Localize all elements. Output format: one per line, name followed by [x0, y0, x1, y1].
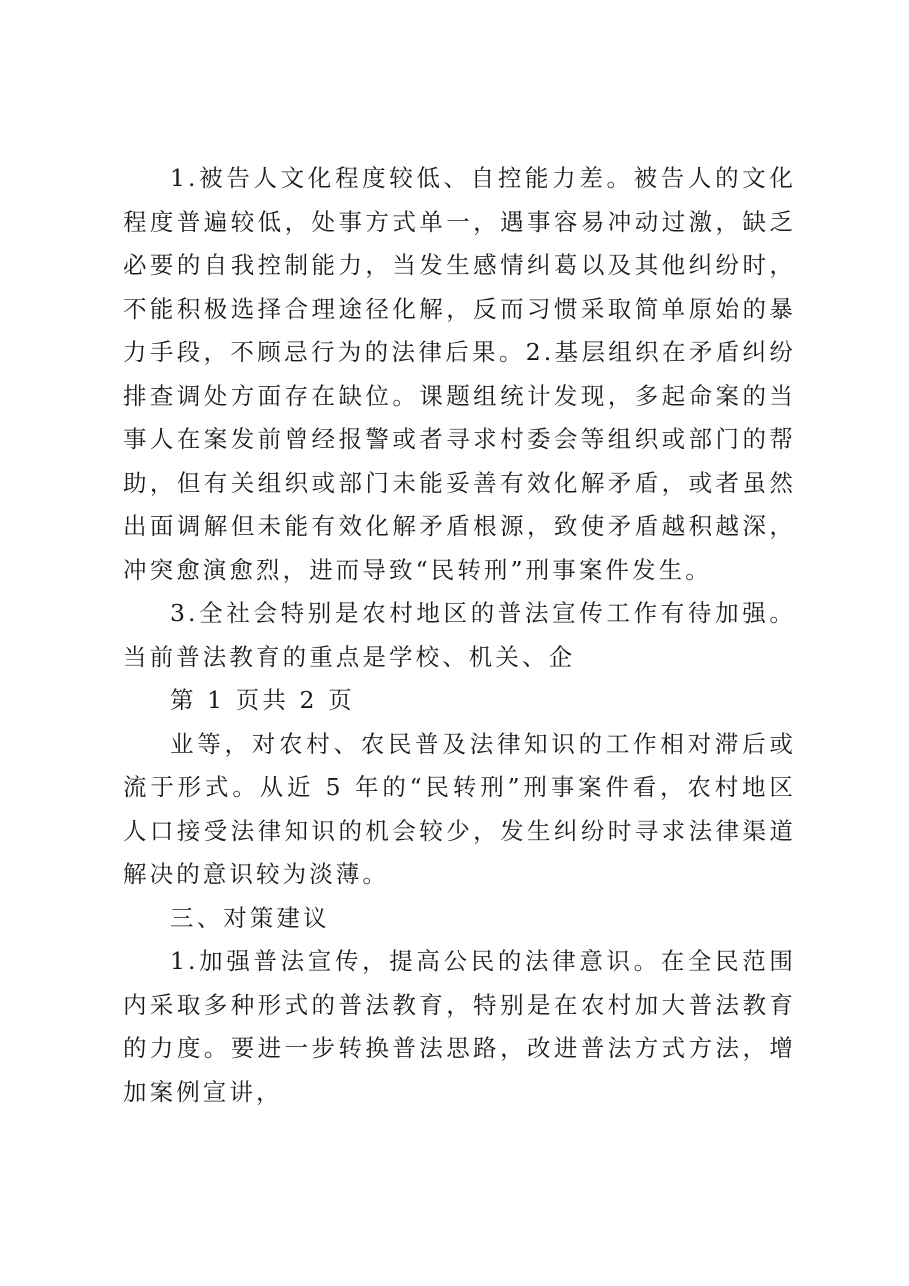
paragraph-cause-3-continued: 业等，对农村、农民普及法律知识的工作相对滞后或流于形式。从近 5 年的“民转刑”刑事案件看，农村地区人口接受法律知识的机会较少，发生纠纷时寻求法律渠道解决的意识较为淡薄。 — [123, 729, 796, 888]
section-heading-countermeasures: 三、对策建议 — [170, 903, 330, 932]
document-body — [123, 157, 796, 1114]
paragraph-countermeasure-1: 1.加强普法宣传，提高公民的法律意识。在全民范围内采取多种形式的普法教育，特别是在农村加大普法教育的力度。要进一步转换普法思路，改进普法方式方法，增加案例宣讲， — [123, 947, 796, 1106]
page-number-footer: 第 1 页共 2 页 — [170, 686, 355, 714]
paragraph-causes-1-2: 1.被告人文化程度较低、自控能力差。被告人的文化程度普遍较低，处事方式单一，遇事容易冲动过激，缺乏必要的自我控制能力，当发生感情纠葛以及其他纠纷时，不能积极选择合理途径化解，反而习惯采取简单原始的暴力手段，不顾忌行为的法律后果。2.基层组织在矛盾纠纷排查调处方面存在缺位。课题组统计发现，多起命案的当事人在案发前曾经报警或者寻求村委会等组织或部门的帮助，但有关组织或部门未能妥善有效化解矛盾，或者虽然出面调解但未能有效化解矛盾根源，致使矛盾越积越深，冲突愈演愈烈，进而导致“民转刑”刑事案件发生。 — [123, 164, 796, 584]
paragraph-cause-3: 3.全社会特别是农村地区的普法宣传工作有待加强。当前普法教育的重点是学校、机关、企 — [123, 599, 796, 671]
